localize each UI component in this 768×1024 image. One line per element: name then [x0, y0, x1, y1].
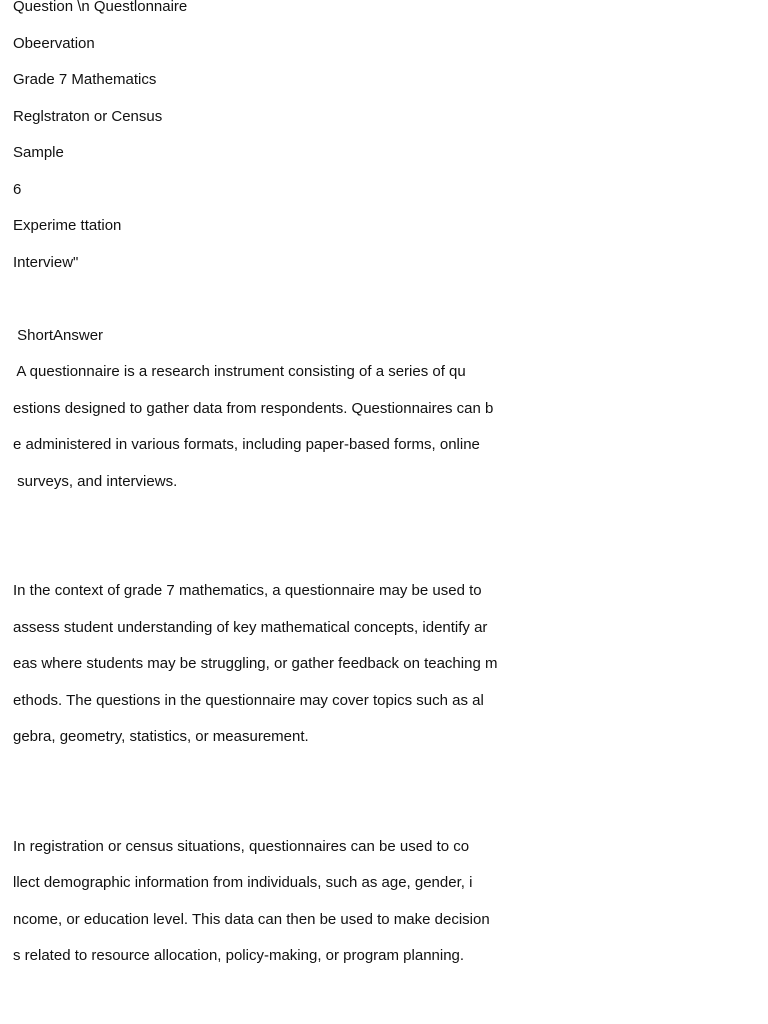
header-line-experimentation: Experime ttation [13, 217, 122, 234]
spacer [13, 508, 753, 581]
paragraph-census [13, 837, 753, 983]
paragraph-line: gebra, geometry, statistics, or measurement. [13, 728, 309, 745]
paragraph-line: surveys, and interviews. [13, 472, 178, 490]
header-line-observation: Obeervation [13, 34, 95, 52]
header-line-interview: Interview" [13, 253, 79, 271]
paragraph-definition [13, 362, 753, 508]
paragraph-line: llect demographic information from individuals, such as age, gender, i [13, 874, 473, 891]
paragraph-line: In the context of grade 7 mathematics, a questionnaire may be used to [13, 582, 482, 599]
paragraph-line: estions designed to gather data from respondents. Questionnaires can b [13, 399, 494, 417]
paragraph-line: A questionnaire is a research instrument consisting of a series of qu [13, 363, 466, 380]
paragraph-line: eas where students may be struggling, or gather feedback on teaching m [13, 655, 498, 672]
paragraph-mathematics [13, 581, 753, 764]
header-line-number: 6 [13, 180, 22, 198]
spacer [13, 289, 753, 326]
header-line-registration: Reglstraton or Census [13, 107, 163, 125]
paragraph-line: ethods. The questions in the questionnaire may cover topics such as al [13, 691, 484, 709]
header-line-question: Question \n Questlonnaire [13, 0, 188, 15]
answer-label: ShortAnswer [13, 326, 104, 344]
document-body [13, 0, 753, 983]
header-list [13, 0, 753, 289]
header-line-grade: Grade 7 Mathematics [13, 71, 157, 88]
paragraph-line: s related to resource allocation, policy-making, or program planning. [13, 947, 465, 964]
header-line-sample: Sample [13, 144, 64, 161]
paragraph-line: assess student understanding of key mathematical concepts, identify ar [13, 618, 488, 636]
spacer [13, 764, 753, 837]
paragraph-line: In registration or census situations, questionnaires can be used to co [13, 837, 470, 855]
paragraph-line: e administered in various formats, including paper-based forms, online [13, 436, 480, 453]
paragraph-line: ncome, or education level. This data can then be used to make decision [13, 910, 490, 928]
